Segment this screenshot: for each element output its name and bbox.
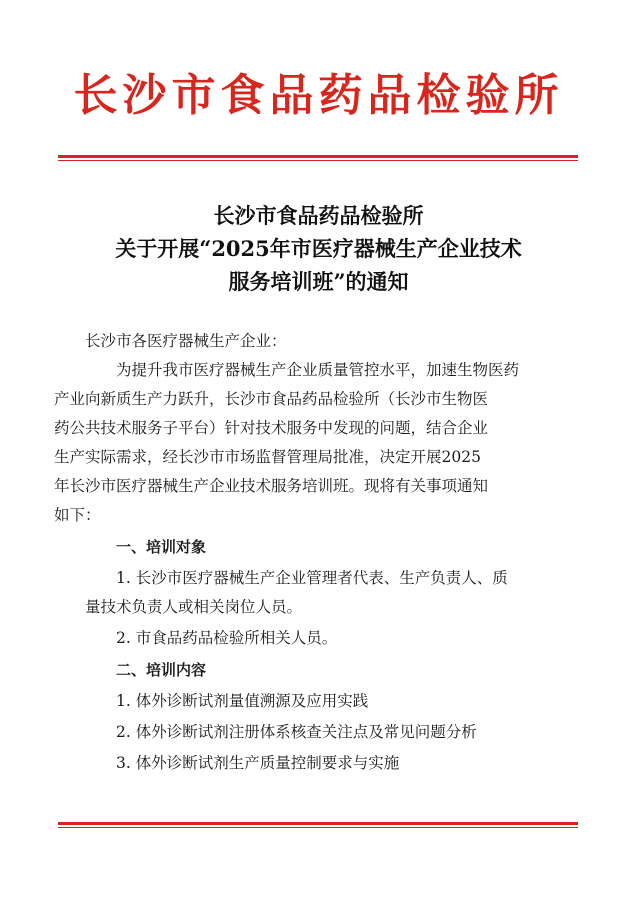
audience-item-1-line-1: 1. 长沙市医疗器械生产企业管理者代表、生产负责人、质 (116, 569, 508, 587)
footer-rule (58, 822, 578, 825)
notice-body (54, 327, 565, 778)
footer-rule-thin (58, 827, 578, 828)
notice-title (60, 199, 577, 298)
list-item (85, 564, 565, 622)
intro-line-1: 为提升我市医疗器械生产企业质量管控水平，加速生物医药 (116, 361, 520, 379)
intro-line-5: 年长沙市医疗器械生产企业技术服务培训班。现将有关事项通知 (54, 477, 489, 495)
content-item-2: 2. 体外诊断试剂注册体系核查关注点及常见问题分析 (116, 723, 477, 741)
intro-line-6: 如下： (54, 506, 101, 524)
notice-title-line-3: 服务培训班”的通知 (228, 269, 409, 294)
section-heading-content: 二、培训内容 (116, 661, 207, 679)
content-item-1: 1. 体外诊断试剂量值溯源及应用实践 (116, 692, 369, 710)
masthead-rule (58, 155, 578, 158)
audience-item-2: 2. 市食品药品检验所相关人员。 (116, 629, 338, 647)
masthead-title: 长沙市食品药品检验所 (73, 70, 564, 121)
salutation: 长沙市各医疗器械生产企业： (85, 332, 287, 350)
intro-line-4: 生产实际需求，经长沙市市场监督管理局批准，决定开展2025 (54, 448, 481, 466)
notice-title-line-1: 长沙市食品药品检验所 (213, 203, 424, 228)
notice-title-line-2: 关于开展“2025年市医疗器械生产企业技术 (115, 236, 522, 261)
content-item-3: 3. 体外诊断试剂生产质量控制要求与实施 (116, 754, 400, 772)
section-heading-audience: 一、培训对象 (116, 538, 207, 556)
intro-line-2: 产业向新质生产力跃升，长沙市食品药品检验所（长沙市生物医 (54, 390, 489, 408)
intro-line-3: 药公共技术服务子平台）针对技术服务中发现的问题，结合企业 (54, 419, 489, 437)
masthead-rule-thin (58, 160, 578, 161)
audience-item-1-line-2: 量技术负责人或相关岗位人员。 (85, 598, 303, 616)
intro-paragraph (54, 356, 565, 530)
